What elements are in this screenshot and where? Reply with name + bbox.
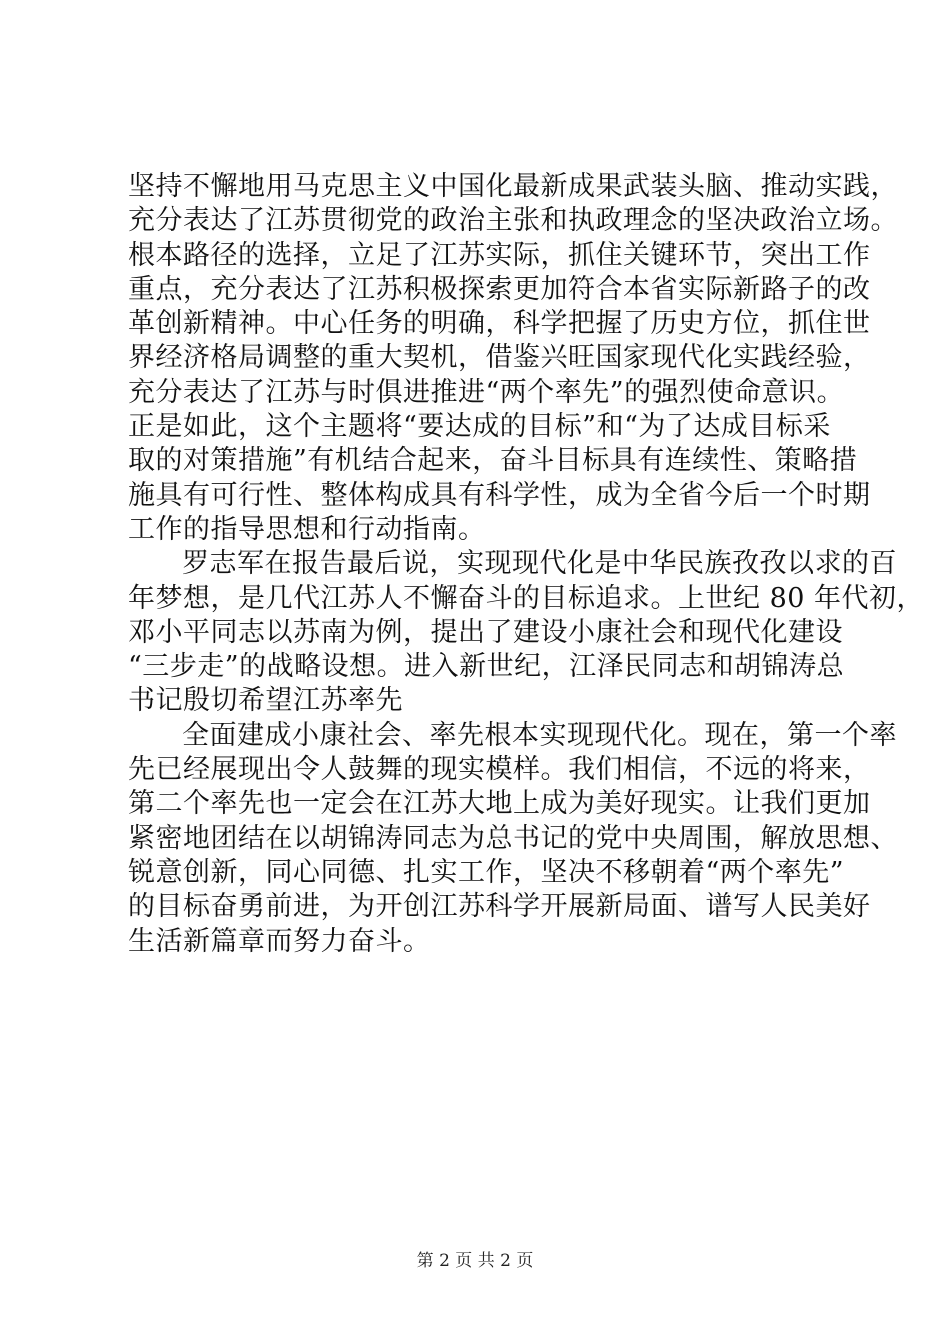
page-number-footer: 第 2 页 共 2 页 — [416, 1251, 534, 1271]
text-line-5: 革创新精神。中心任务的明确，科学把握了历史方位，抓住世 — [128, 308, 871, 340]
text-line-14: 邓小平同志以苏南为例，提出了建设小康社会和现代化建设 — [128, 616, 843, 648]
text-line-8: 正是如此，这个主题将“要达成的目标”和“为了达成目标采 — [128, 411, 831, 443]
text-line-19: 第二个率先也一定会在江苏大地上成为美好现实。让我们更加 — [128, 788, 871, 820]
text-line-16: 书记殷切希望江苏率先 — [128, 685, 403, 717]
text-line-10: 施具有可行性、整体构成具有科学性，成为全省今后一个时期 — [128, 479, 871, 511]
text-line-13: 年梦想，是几代江苏人不懈奋斗的目标追求。上世纪 80 年代初， — [128, 582, 925, 614]
document-body — [128, 170, 925, 959]
text-line-4: 重点，充分表达了江苏积极探索更加符合本省实际新路子的改 — [128, 273, 871, 305]
text-line-15: “三步走”的战略设想。进入新世纪，江泽民同志和胡锦涛总 — [128, 651, 845, 683]
text-line-12: 罗志军在报告最后说，实现现代化是中华民族孜孜以求的百 — [182, 548, 897, 580]
text-line-17: 全面建成小康社会、率先根本实现现代化。现在，第一个率 — [182, 719, 897, 751]
text-line-9: 取的对策措施”有机结合起来，奋斗目标具有连续性、策略措 — [128, 445, 858, 477]
text-line-11: 工作的指导思想和行动指南。 — [128, 513, 486, 545]
text-line-18: 先已经展现出令人鼓舞的现实模样。我们相信，不远的将来， — [128, 754, 871, 786]
text-line-23: 生活新篇章而努力奋斗。 — [128, 925, 431, 957]
text-line-20: 紧密地团结在以胡锦涛同志为总书记的党中央周围，解放思想、 — [128, 822, 898, 854]
text-line-6: 界经济格局调整的重大契机，借鉴兴旺国家现代化实践经验， — [128, 342, 871, 374]
text-line-21: 锐意创新，同心同德、扎实工作，坚决不移朝着“两个率先” — [128, 856, 845, 888]
text-line-2: 充分表达了江苏贯彻党的政治主张和执政理念的坚决政治立场。 — [128, 205, 898, 237]
text-line-1: 坚持不懈地用马克思主义中国化最新成果武装头脑、推动实践， — [128, 171, 898, 202]
text-line-22: 的目标奋勇前进，为开创江苏科学开展新局面、谱写人民美好 — [128, 891, 871, 923]
text-line-3: 根本路径的选择，立足了江苏实际，抓住关键环节，突出工作 — [128, 239, 871, 271]
text-line-7: 充分表达了江苏与时俱进推进“两个率先”的强烈使命意识。 — [128, 376, 845, 408]
